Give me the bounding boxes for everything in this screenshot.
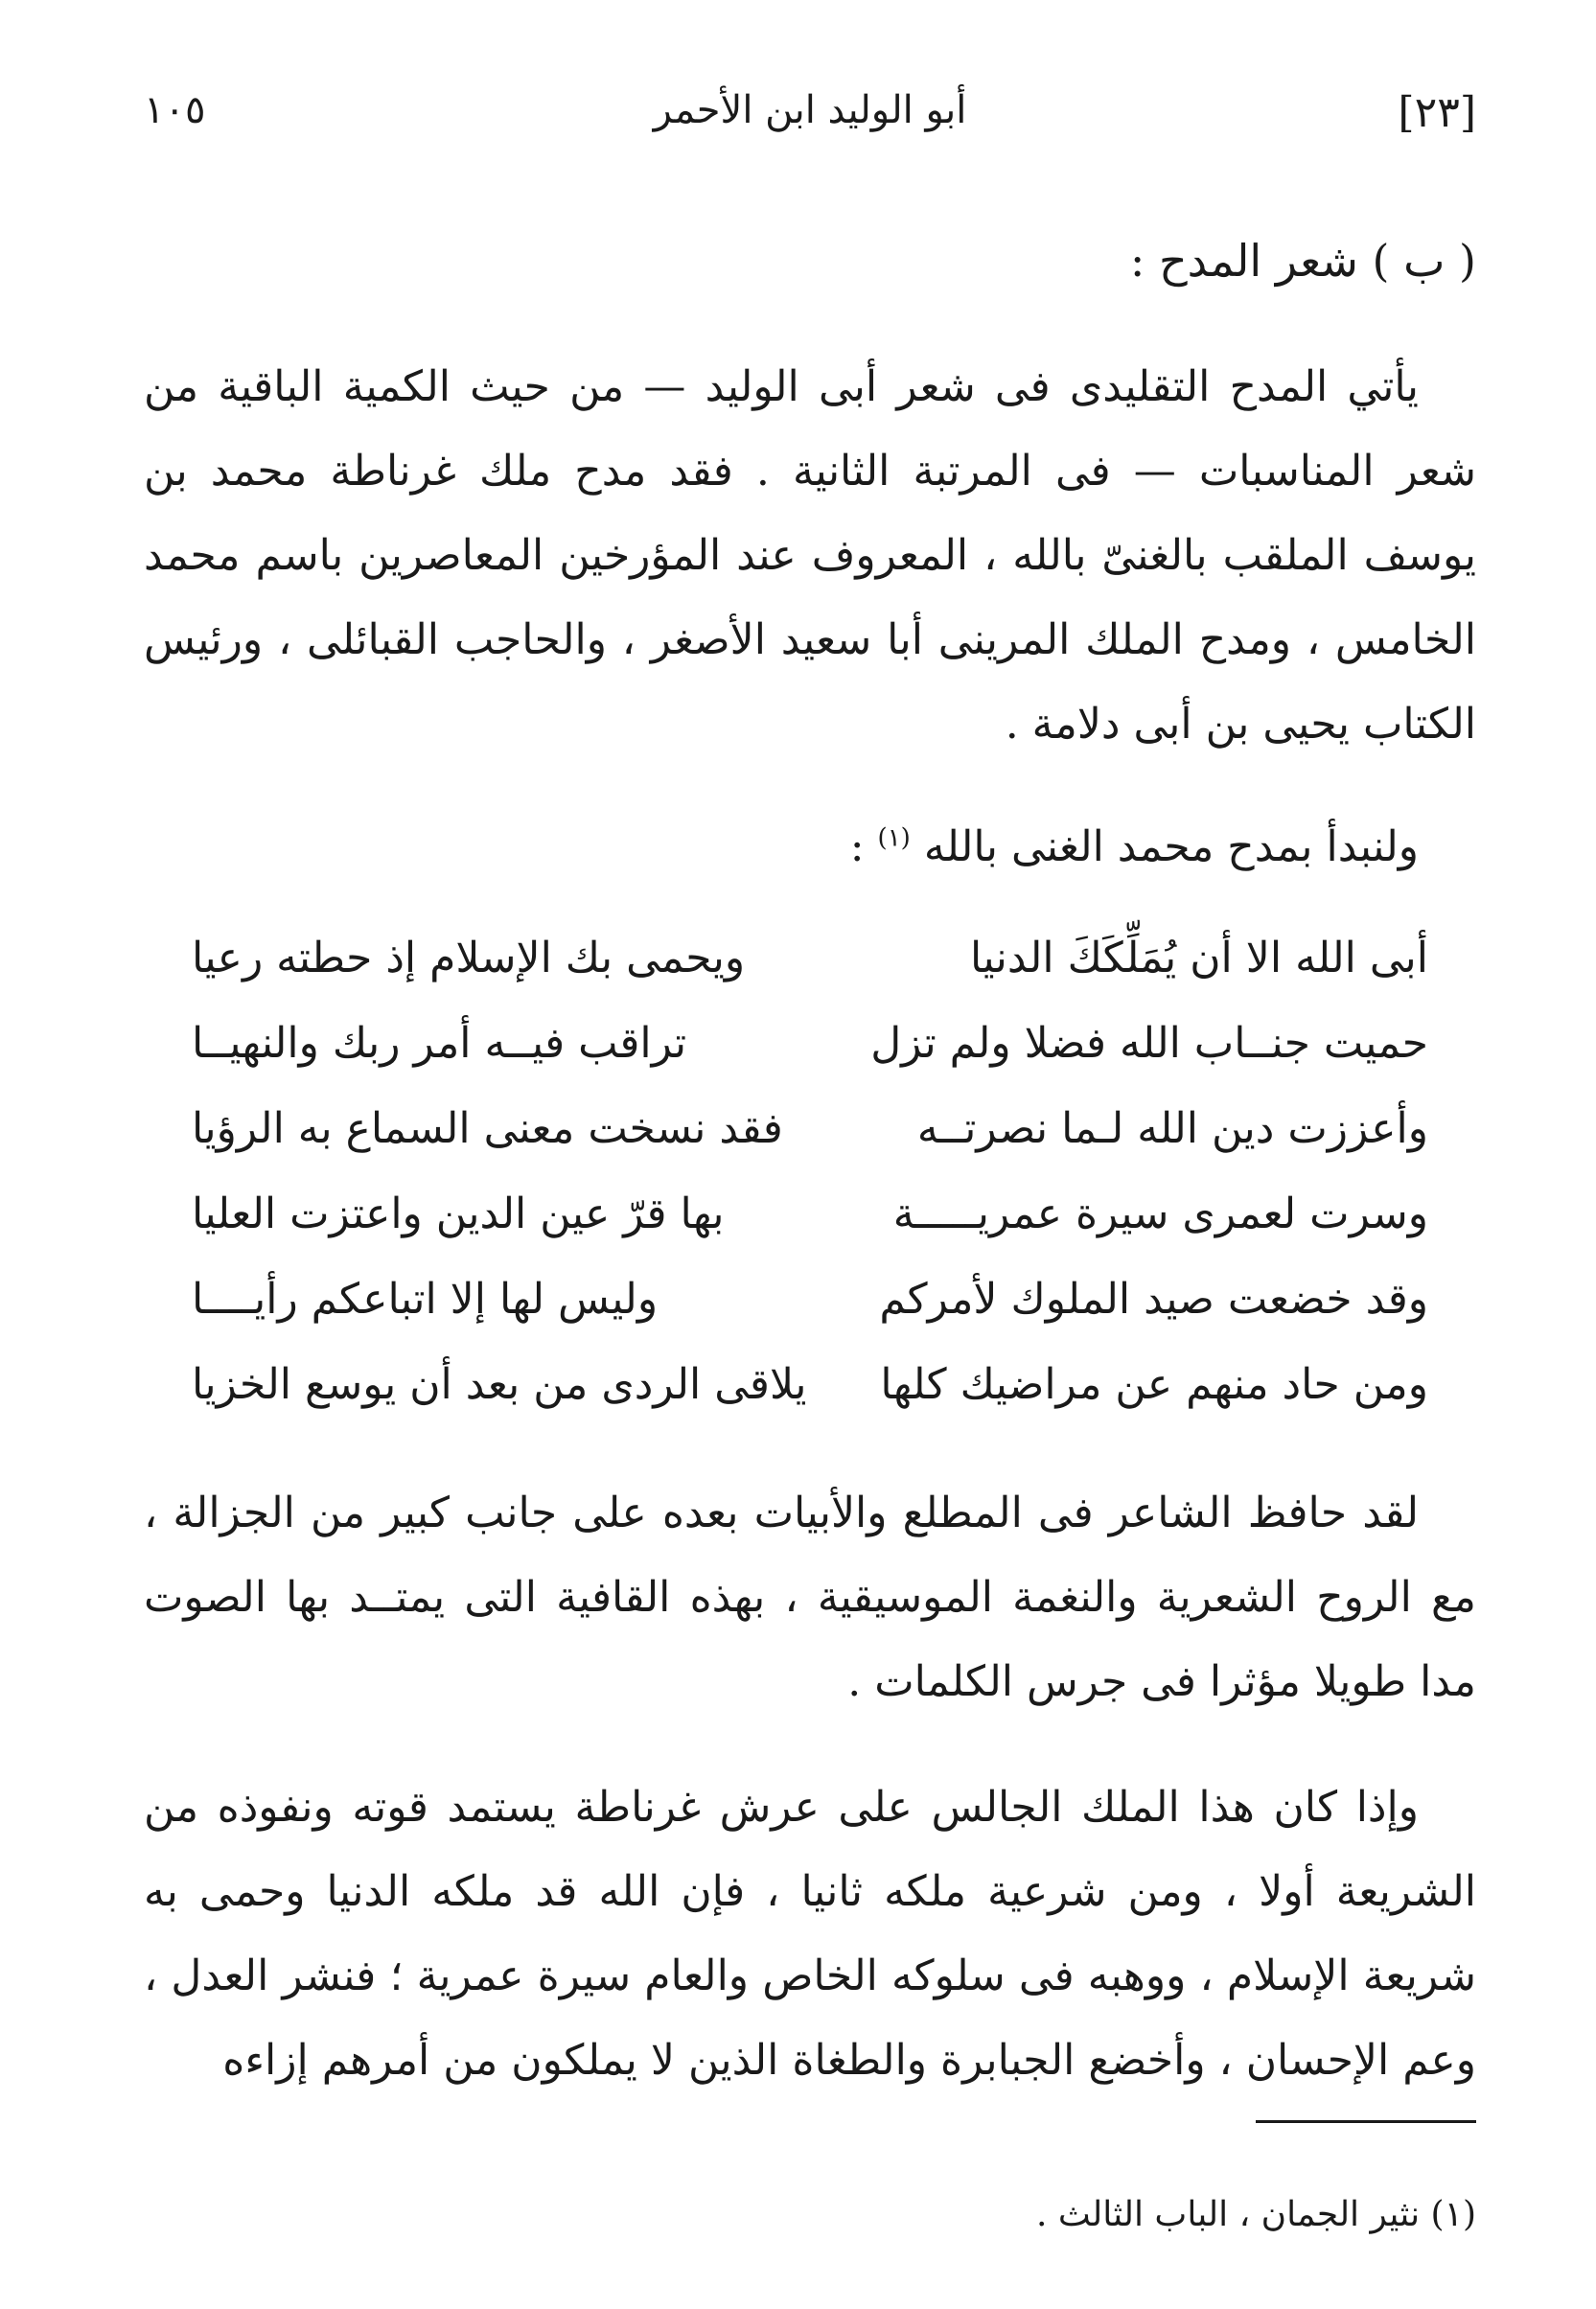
verse-first-hemistich: ومن حاد منهم عن مراضيك كلها — [880, 1360, 1428, 1409]
verse-first-hemistich: وأعززت دين الله لـما نصرتــه — [916, 1104, 1428, 1153]
intro-text: ولنبدأ بمدح محمد الغنى بالله — [923, 822, 1419, 871]
paragraph-text: وإذا كان هذا الملك الجالس على عرش غرناطة يستمد قوته ونفوذه من الشريعة أولا ، ومن شرعية ملكه ثانيا ، فإن الله قد ملكه الدنيا وحمى به شريعة الإسلام ، ووهبه فى سلوكه الخاص والعام سيرة عمرية ؛ فنشر العدل ، وعم الإحسان ، وأخضع الجبابرة والطغاة الذين لا يملكون من أمرهم إزاءه — [144, 1783, 1476, 2085]
verse-second-hemistich: تراقب فيــه أمر ربك والنهيــا — [192, 1019, 687, 1068]
verse-second-hemistich: بها قرّ عين الدين واعتزت العليا — [192, 1189, 725, 1238]
verse-first-hemistich: وقد خضعت صيد الملوك لأمركم — [879, 1275, 1428, 1324]
verse-first-hemistich: حميت جنــاب الله فضلا ولم تزل — [870, 1019, 1428, 1068]
poem-verse — [144, 1086, 1476, 1171]
section-heading: ( ب ) شعر المدح : — [1129, 235, 1476, 287]
poem — [144, 915, 1476, 1427]
poem-verse — [144, 1342, 1476, 1427]
verse-second-hemistich: فقد نسخت معنى السماع به الرؤيا — [192, 1104, 783, 1153]
poem-introduction — [144, 805, 1476, 889]
verse-first-hemistich: أبى الله الا أن يُمَلِّكَكَ الدنيا — [969, 934, 1428, 982]
verse-second-hemistich: يلاقى الردى من بعد أن يوسع الخزيا — [192, 1360, 807, 1409]
poem-verse — [144, 1257, 1476, 1342]
paragraph-praise-intro — [144, 345, 1476, 767]
poem-verse — [144, 915, 1476, 1001]
footnote-reference: (١) — [877, 823, 911, 853]
running-title: أبو الوليد ابن الأحمر — [653, 88, 967, 132]
paragraph-commentary — [144, 1471, 1476, 1724]
paragraph-king — [144, 1766, 1476, 2103]
verse-second-hemistich: وليس لها إلا اتباعكم رأيــــا — [192, 1275, 659, 1324]
poem-verse — [144, 1171, 1476, 1257]
page-header — [144, 88, 1476, 155]
verse-first-hemistich: وسرت لعمرى سيرة عمريـــــة — [892, 1189, 1428, 1238]
footnote: (١) نثير الجمان ، الباب الثالث . — [1035, 2195, 1476, 2234]
page-number: ١٠٥ — [144, 88, 206, 132]
paragraph-text: لقد حافظ الشاعر فى المطلع والأبيات بعده على جانب كبير من الجزالة ، مع الروح الشعرية والنغمة الموسيقية ، بهذه القافية التى يمتــد بها الصوت مدا طويلا مؤثرا فى جرس الكلمات . — [144, 1489, 1476, 1706]
footnote-divider — [1256, 2120, 1476, 2123]
poem-verse — [144, 1001, 1476, 1086]
paragraph-text: يأتي المدح التقليدى فى شعر أبى الوليد — من حيث الكمية الباقية من شعر المناسبات — فى المرتبة الثانية . فقد مدح ملك غرناطة محمد بن يوسف الملقب بالغنىّ بالله ، المعروف عند المؤرخين المعاصرين باسم محمد الخامس ، ومدح الملك المرينى أبا سعيد الأصغر ، والحاجب القبائلى ، ورئيس الكتاب يحيى بن أبى دلامة . — [144, 362, 1476, 749]
verse-second-hemistich: ويحمى بك الإسلام إذ حطته رعيا — [192, 934, 746, 982]
chapter-number: [٢٣] — [1398, 88, 1476, 137]
intro-colon: : — [849, 822, 878, 871]
